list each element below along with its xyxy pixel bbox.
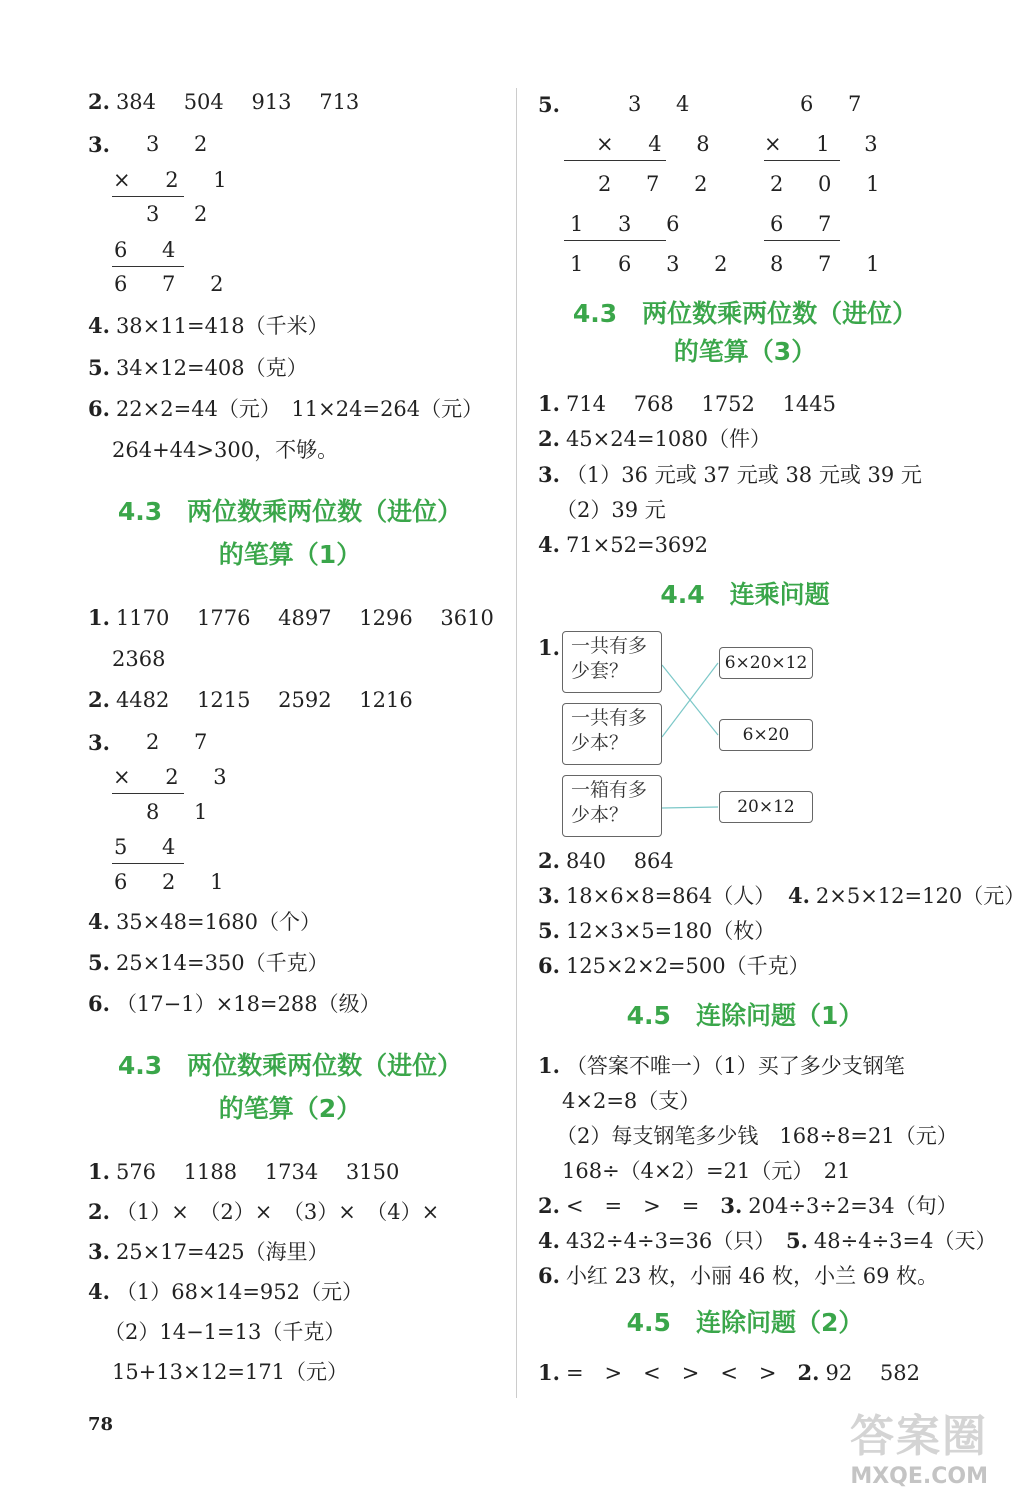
- answer-line: 1. 1170 1776 4897 1296 3610: [88, 605, 494, 630]
- answer-line: 2. < = > = 3. 204÷3÷2=34（句）: [538, 1193, 958, 1218]
- question-number: 1.: [538, 635, 560, 660]
- answer-line: （2）39 元: [556, 498, 666, 522]
- answer-line: 6. 22×2=44（元） 11×24=264（元）: [88, 396, 484, 421]
- question-box-1: 一共有多少套？: [562, 631, 662, 693]
- section-heading: 4.3 两位数乘两位数（进位）: [117, 1051, 463, 1080]
- answer-line: 1. = > < > < > 2. 92 582: [538, 1360, 920, 1385]
- answer-line: 5. 25×14=350（千克）: [88, 950, 329, 975]
- answer-line: （2）14−1=13（千克）: [104, 1320, 346, 1344]
- question-box-2: 一共有多少本？: [562, 703, 662, 765]
- answer-box-1: 6×20×12: [719, 647, 813, 679]
- answer-line: 1. （答案不唯一）（1）买了多少支钢笔: [538, 1053, 905, 1078]
- section-heading: 的笔算（2）: [218, 1094, 362, 1123]
- section-heading: 的笔算（1）: [218, 540, 362, 569]
- answer-line: 15+13×12=171（元）: [112, 1360, 349, 1384]
- answer-line: 4. 71×52=3692: [538, 532, 709, 557]
- answer-line: 6. 小红 23 枚，小丽 46 枚，小兰 69 枚。: [538, 1263, 939, 1288]
- answer-line: 1. 576 1188 1734 3150: [88, 1159, 400, 1184]
- answer-line: 2. （1）× （2）× （3）× （4）×: [88, 1199, 440, 1224]
- vertical-calculation-3: 5. 3 4 × 4 8 2 7 2 1 3 6 1 6 3 2: [538, 92, 742, 276]
- answer-line: 1. 714 768 1752 1445: [538, 391, 837, 416]
- answer-line: 6. 125×2×2=500（千克）: [538, 953, 810, 978]
- answer-box-3: 20×12: [719, 791, 813, 823]
- answer-line: 6. （17−1）×18=288（级）: [88, 991, 381, 1016]
- section-heading: 的笔算（3）: [673, 337, 817, 366]
- answer-line: 5. 34×12=408（克）: [88, 355, 308, 380]
- page-number: 78: [88, 1414, 114, 1435]
- column-divider: [516, 88, 517, 1398]
- section-heading: 4.5 连除问题（2）: [626, 1308, 864, 1337]
- answer-line: 2. 4482 1215 2592 1216: [88, 687, 413, 712]
- watermark-logo: 答案圈: [850, 1411, 988, 1462]
- watermark: [850, 1400, 988, 1489]
- watermark-url: MXQE.COM: [850, 1464, 988, 1489]
- vertical-calculation-4: 6 7 × 1 3 2 0 1 6 7 8 7 1: [764, 92, 894, 276]
- answer-box-2: 6×20: [719, 719, 813, 751]
- answer-line: 3. （1）36 元或 37 元或 38 元或 39 元: [538, 462, 922, 487]
- answer-line: 4. （1）68×14=952（元）: [88, 1279, 364, 1304]
- answer-line: 4×2=8（支）: [562, 1089, 701, 1113]
- answer-line: 4. 38×11=418（千米）: [88, 313, 329, 338]
- section-heading: 4.3 两位数乘两位数（进位）: [117, 497, 463, 526]
- answer-line: 2. 840 864: [538, 848, 674, 873]
- answer-line: 2. 384 504 913 713: [88, 89, 360, 114]
- section-heading: 4.5 连除问题（1）: [626, 1001, 864, 1030]
- section-heading: 4.4 连乘问题: [660, 580, 830, 609]
- answer-line: 5. 12×3×5=180（枚）: [538, 918, 776, 943]
- section-heading: 4.3 两位数乘两位数（进位）: [572, 299, 918, 328]
- answer-line: 2368: [112, 647, 166, 671]
- answer-line: 4. 432÷4÷3=36（只） 5. 48÷4÷3=4（天）: [538, 1228, 997, 1253]
- question-box-3: 一箱有多少本？: [562, 775, 662, 837]
- answer-line: 4. 35×48=1680（个）: [88, 909, 322, 934]
- answer-line: （2）每支钢笔多少钱 168÷8=21（元）: [556, 1124, 958, 1148]
- answer-line: 3. 25×17=425（海里）: [88, 1239, 329, 1264]
- vertical-calculation-1: 3. 3 2 × 2 1 3 2 6 4 6 7 2: [88, 132, 241, 296]
- vertical-calculation-2: 3. 2 7 × 2 3 8 1 5 4 6 2 1: [88, 730, 241, 894]
- answer-line: 264+44>300，不够。: [112, 438, 339, 462]
- answer-line: 168÷（4×2）=21（元） 21: [562, 1159, 851, 1183]
- answer-line: 2. 45×24=1080（件）: [538, 426, 772, 451]
- answer-line: 3. 18×6×8=864（人） 4. 2×5×12=120（元）: [538, 883, 1025, 908]
